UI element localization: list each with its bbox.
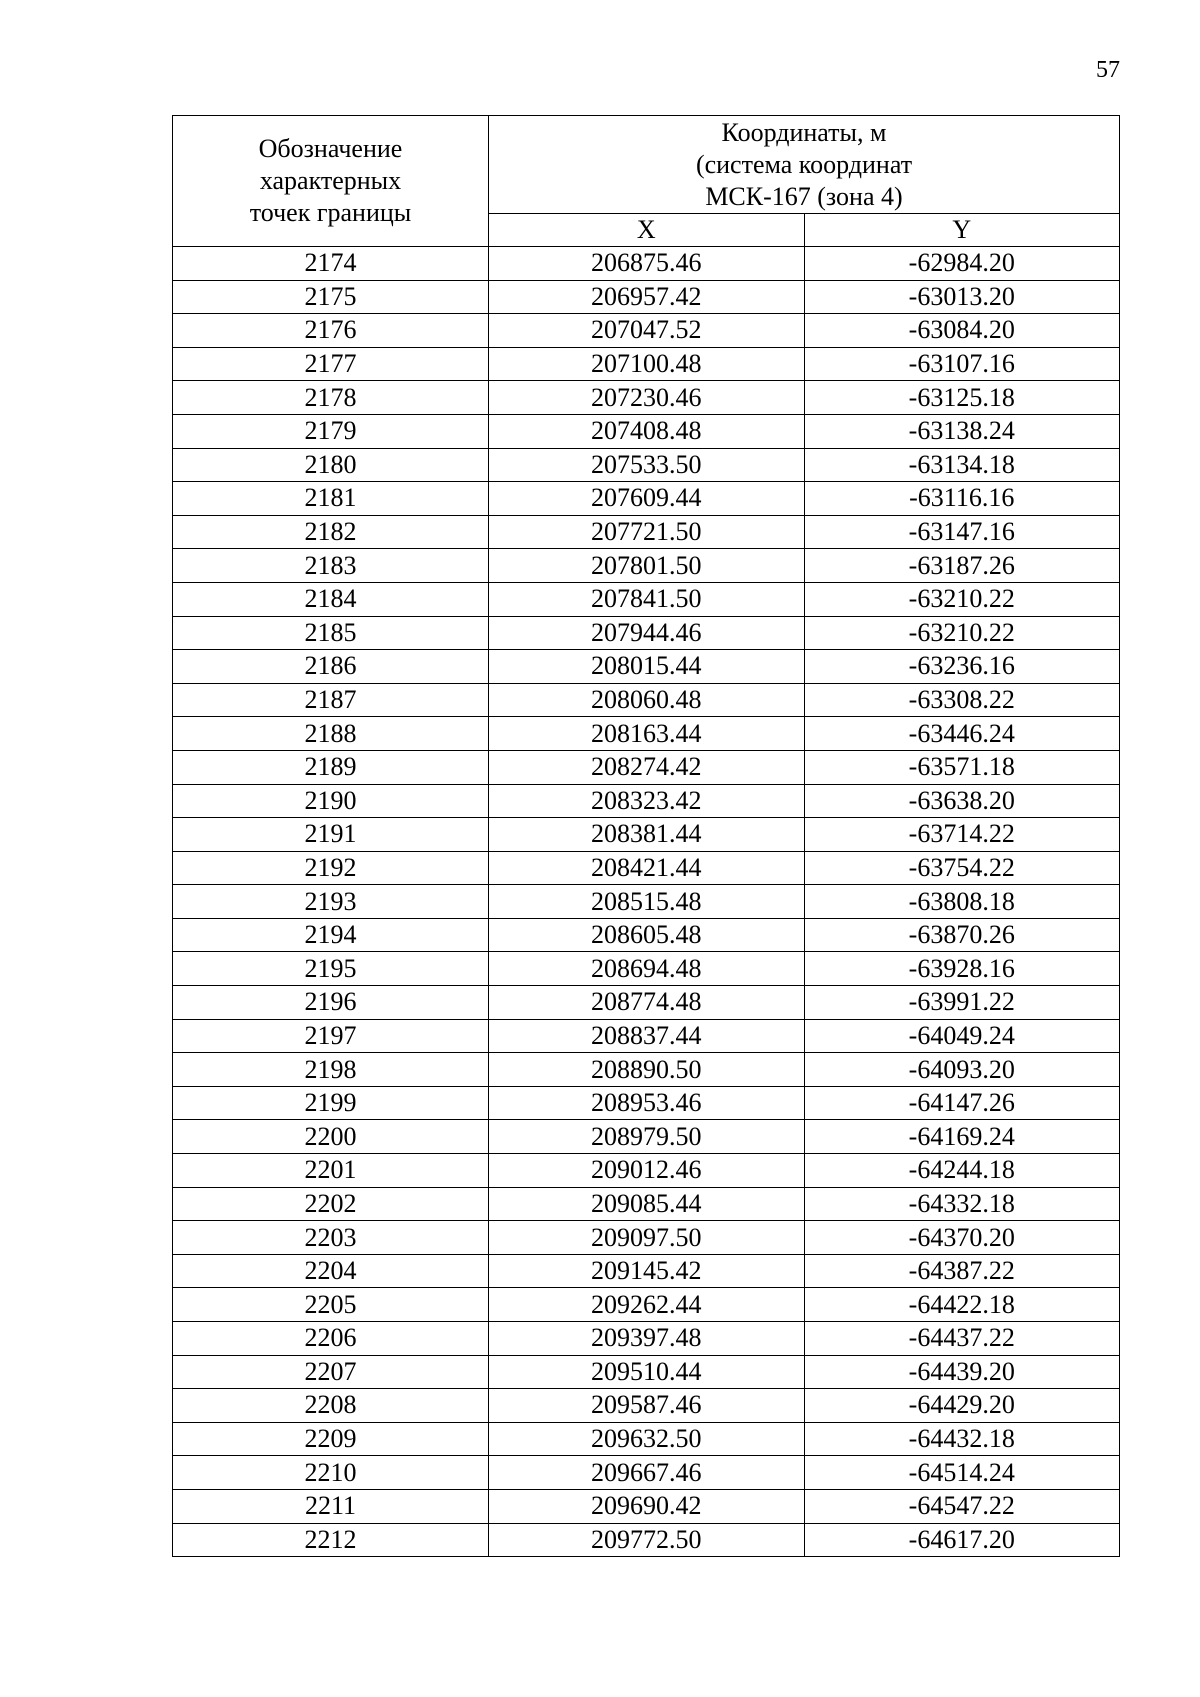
x-coordinate-cell: 208605.48 <box>489 918 805 952</box>
table-row <box>173 1489 1120 1523</box>
x-coordinate-cell: 209632.50 <box>489 1422 805 1456</box>
point-id-cell: 2180 <box>173 448 489 482</box>
y-coordinate-cell: -63013.20 <box>804 280 1120 314</box>
table-row <box>173 1120 1120 1154</box>
table-row <box>173 414 1120 448</box>
table-row <box>173 448 1120 482</box>
y-coordinate-cell: -63134.18 <box>804 448 1120 482</box>
y-coordinate-cell: -63116.16 <box>804 482 1120 516</box>
table-row <box>173 1254 1120 1288</box>
designation-header <box>173 116 489 247</box>
y-coordinate-cell: -64547.22 <box>804 1489 1120 1523</box>
y-coordinate-cell: -63236.16 <box>804 650 1120 684</box>
table-row <box>173 381 1120 415</box>
y-coordinate-cell: -63571.18 <box>804 750 1120 784</box>
point-id-cell: 2198 <box>173 1053 489 1087</box>
point-id-cell: 2208 <box>173 1389 489 1423</box>
point-id-cell: 2212 <box>173 1523 489 1557</box>
y-coordinate-cell: -63638.20 <box>804 784 1120 818</box>
x-coordinate-cell: 208979.50 <box>489 1120 805 1154</box>
table-row <box>173 280 1120 314</box>
coordinates-header-line: Координаты, м <box>721 117 887 147</box>
table-row <box>173 918 1120 952</box>
y-coordinate-cell: -63991.22 <box>804 986 1120 1020</box>
point-id-cell: 2184 <box>173 582 489 616</box>
point-id-cell: 2192 <box>173 851 489 885</box>
point-id-cell: 2186 <box>173 650 489 684</box>
x-coordinate-cell: 207801.50 <box>489 549 805 583</box>
y-coordinate-cell: -64332.18 <box>804 1187 1120 1221</box>
x-column-header: X <box>489 214 805 247</box>
point-id-cell: 2197 <box>173 1019 489 1053</box>
designation-header-line: точек границы <box>249 198 412 227</box>
point-id-cell: 2187 <box>173 683 489 717</box>
page-number: 57 <box>1096 57 1120 83</box>
point-id-cell: 2196 <box>173 986 489 1020</box>
x-coordinate-cell: 209772.50 <box>489 1523 805 1557</box>
table-row <box>173 650 1120 684</box>
y-coordinate-cell: -63107.16 <box>804 347 1120 381</box>
y-coordinate-cell: -64370.20 <box>804 1221 1120 1255</box>
y-coordinate-cell: -63808.18 <box>804 885 1120 919</box>
point-id-cell: 2176 <box>173 314 489 348</box>
table-row <box>173 885 1120 919</box>
table-row <box>173 1053 1120 1087</box>
coordinates-header <box>489 116 1120 214</box>
y-coordinate-cell: -64093.20 <box>804 1053 1120 1087</box>
x-coordinate-cell: 206875.46 <box>489 247 805 281</box>
y-coordinate-cell: -63754.22 <box>804 851 1120 885</box>
point-id-cell: 2189 <box>173 750 489 784</box>
y-coordinate-cell: -64432.18 <box>804 1422 1120 1456</box>
y-coordinate-cell: -64422.18 <box>804 1288 1120 1322</box>
table-row <box>173 1288 1120 1322</box>
table-row <box>173 986 1120 1020</box>
designation-header-line: Обозначение <box>258 134 403 163</box>
x-coordinate-cell: 209667.46 <box>489 1456 805 1490</box>
table-row <box>173 1389 1120 1423</box>
table-row <box>173 1322 1120 1356</box>
point-id-cell: 2191 <box>173 818 489 852</box>
table-row <box>173 1019 1120 1053</box>
point-id-cell: 2202 <box>173 1187 489 1221</box>
point-id-cell: 2194 <box>173 918 489 952</box>
y-coordinate-cell: -63147.16 <box>804 515 1120 549</box>
x-coordinate-cell: 207533.50 <box>489 448 805 482</box>
coordinates-header-line: (система координат <box>695 149 913 179</box>
x-coordinate-cell: 208323.42 <box>489 784 805 818</box>
table-row <box>173 515 1120 549</box>
y-coordinate-cell: -63138.24 <box>804 414 1120 448</box>
point-id-cell: 2188 <box>173 717 489 751</box>
table-row <box>173 247 1120 281</box>
table-row <box>173 1422 1120 1456</box>
point-id-cell: 2206 <box>173 1322 489 1356</box>
y-coordinate-cell: -63308.22 <box>804 683 1120 717</box>
x-coordinate-cell: 209397.48 <box>489 1322 805 1356</box>
y-column-header: Y <box>804 214 1120 247</box>
designation-header-line: характерных <box>259 166 402 195</box>
point-id-cell: 2204 <box>173 1254 489 1288</box>
point-id-cell: 2200 <box>173 1120 489 1154</box>
coordinates-table <box>172 115 1120 1557</box>
point-id-cell: 2182 <box>173 515 489 549</box>
point-id-cell: 2211 <box>173 1489 489 1523</box>
point-id-cell: 2207 <box>173 1355 489 1389</box>
coordinates-header-line: МСК-167 (зона 4) <box>705 181 903 211</box>
x-coordinate-cell: 207047.52 <box>489 314 805 348</box>
point-id-cell: 2174 <box>173 247 489 281</box>
table-row <box>173 952 1120 986</box>
point-id-cell: 2195 <box>173 952 489 986</box>
y-coordinate-cell: -64049.24 <box>804 1019 1120 1053</box>
x-coordinate-cell: 208890.50 <box>489 1053 805 1087</box>
table-row <box>173 784 1120 818</box>
point-id-cell: 2199 <box>173 1086 489 1120</box>
point-id-cell: 2209 <box>173 1422 489 1456</box>
point-id-cell: 2210 <box>173 1456 489 1490</box>
y-coordinate-cell: -63714.22 <box>804 818 1120 852</box>
table-row <box>173 1154 1120 1188</box>
x-coordinate-cell: 207721.50 <box>489 515 805 549</box>
x-coordinate-cell: 207230.46 <box>489 381 805 415</box>
table-body <box>173 247 1120 1557</box>
x-coordinate-cell: 209085.44 <box>489 1187 805 1221</box>
x-coordinate-cell: 208774.48 <box>489 986 805 1020</box>
x-coordinate-cell: 207100.48 <box>489 347 805 381</box>
table-row <box>173 750 1120 784</box>
y-coordinate-cell: -64387.22 <box>804 1254 1120 1288</box>
point-id-cell: 2203 <box>173 1221 489 1255</box>
x-coordinate-cell: 209587.46 <box>489 1389 805 1423</box>
table-row <box>173 1456 1120 1490</box>
x-coordinate-cell: 207944.46 <box>489 616 805 650</box>
x-coordinate-cell: 209510.44 <box>489 1355 805 1389</box>
x-coordinate-cell: 209262.44 <box>489 1288 805 1322</box>
y-coordinate-cell: -63210.22 <box>804 582 1120 616</box>
x-coordinate-cell: 208274.42 <box>489 750 805 784</box>
table-row <box>173 1523 1120 1557</box>
point-id-cell: 2181 <box>173 482 489 516</box>
x-coordinate-cell: 207841.50 <box>489 582 805 616</box>
table-row <box>173 582 1120 616</box>
x-coordinate-cell: 209012.46 <box>489 1154 805 1188</box>
x-coordinate-cell: 208421.44 <box>489 851 805 885</box>
point-id-cell: 2179 <box>173 414 489 448</box>
y-coordinate-cell: -63210.22 <box>804 616 1120 650</box>
table-row <box>173 314 1120 348</box>
y-coordinate-cell: -63928.16 <box>804 952 1120 986</box>
x-coordinate-cell: 209097.50 <box>489 1221 805 1255</box>
point-id-cell: 2185 <box>173 616 489 650</box>
x-coordinate-cell: 208837.44 <box>489 1019 805 1053</box>
y-coordinate-cell: -62984.20 <box>804 247 1120 281</box>
table-row <box>173 1221 1120 1255</box>
point-id-cell: 2175 <box>173 280 489 314</box>
y-coordinate-cell: -64244.18 <box>804 1154 1120 1188</box>
x-coordinate-cell: 209145.42 <box>489 1254 805 1288</box>
table-row <box>173 1355 1120 1389</box>
point-id-cell: 2178 <box>173 381 489 415</box>
point-id-cell: 2190 <box>173 784 489 818</box>
point-id-cell: 2193 <box>173 885 489 919</box>
y-coordinate-cell: -64617.20 <box>804 1523 1120 1557</box>
x-coordinate-cell: 207408.48 <box>489 414 805 448</box>
point-id-cell: 2183 <box>173 549 489 583</box>
y-coordinate-cell: -63446.24 <box>804 717 1120 751</box>
point-id-cell: 2201 <box>173 1154 489 1188</box>
y-coordinate-cell: -63125.18 <box>804 381 1120 415</box>
point-id-cell: 2177 <box>173 347 489 381</box>
y-coordinate-cell: -64437.22 <box>804 1322 1120 1356</box>
table-row <box>173 549 1120 583</box>
table-row <box>173 1187 1120 1221</box>
x-coordinate-cell: 208060.48 <box>489 683 805 717</box>
x-coordinate-cell: 206957.42 <box>489 280 805 314</box>
x-coordinate-cell: 209690.42 <box>489 1489 805 1523</box>
y-coordinate-cell: -64147.26 <box>804 1086 1120 1120</box>
x-coordinate-cell: 208381.44 <box>489 818 805 852</box>
table-row <box>173 482 1120 516</box>
table-header-row <box>173 116 1120 214</box>
y-coordinate-cell: -64169.24 <box>804 1120 1120 1154</box>
x-coordinate-cell: 208015.44 <box>489 650 805 684</box>
y-coordinate-cell: -63187.26 <box>804 549 1120 583</box>
x-coordinate-cell: 208694.48 <box>489 952 805 986</box>
table-row <box>173 851 1120 885</box>
table-row <box>173 717 1120 751</box>
table-row <box>173 818 1120 852</box>
table-row <box>173 1086 1120 1120</box>
y-coordinate-cell: -63870.26 <box>804 918 1120 952</box>
y-coordinate-cell: -63084.20 <box>804 314 1120 348</box>
x-coordinate-cell: 208953.46 <box>489 1086 805 1120</box>
x-coordinate-cell: 208515.48 <box>489 885 805 919</box>
x-coordinate-cell: 207609.44 <box>489 482 805 516</box>
table-row <box>173 616 1120 650</box>
y-coordinate-cell: -64429.20 <box>804 1389 1120 1423</box>
y-coordinate-cell: -64439.20 <box>804 1355 1120 1389</box>
table-row <box>173 347 1120 381</box>
point-id-cell: 2205 <box>173 1288 489 1322</box>
x-coordinate-cell: 208163.44 <box>489 717 805 751</box>
table-row <box>173 683 1120 717</box>
y-coordinate-cell: -64514.24 <box>804 1456 1120 1490</box>
